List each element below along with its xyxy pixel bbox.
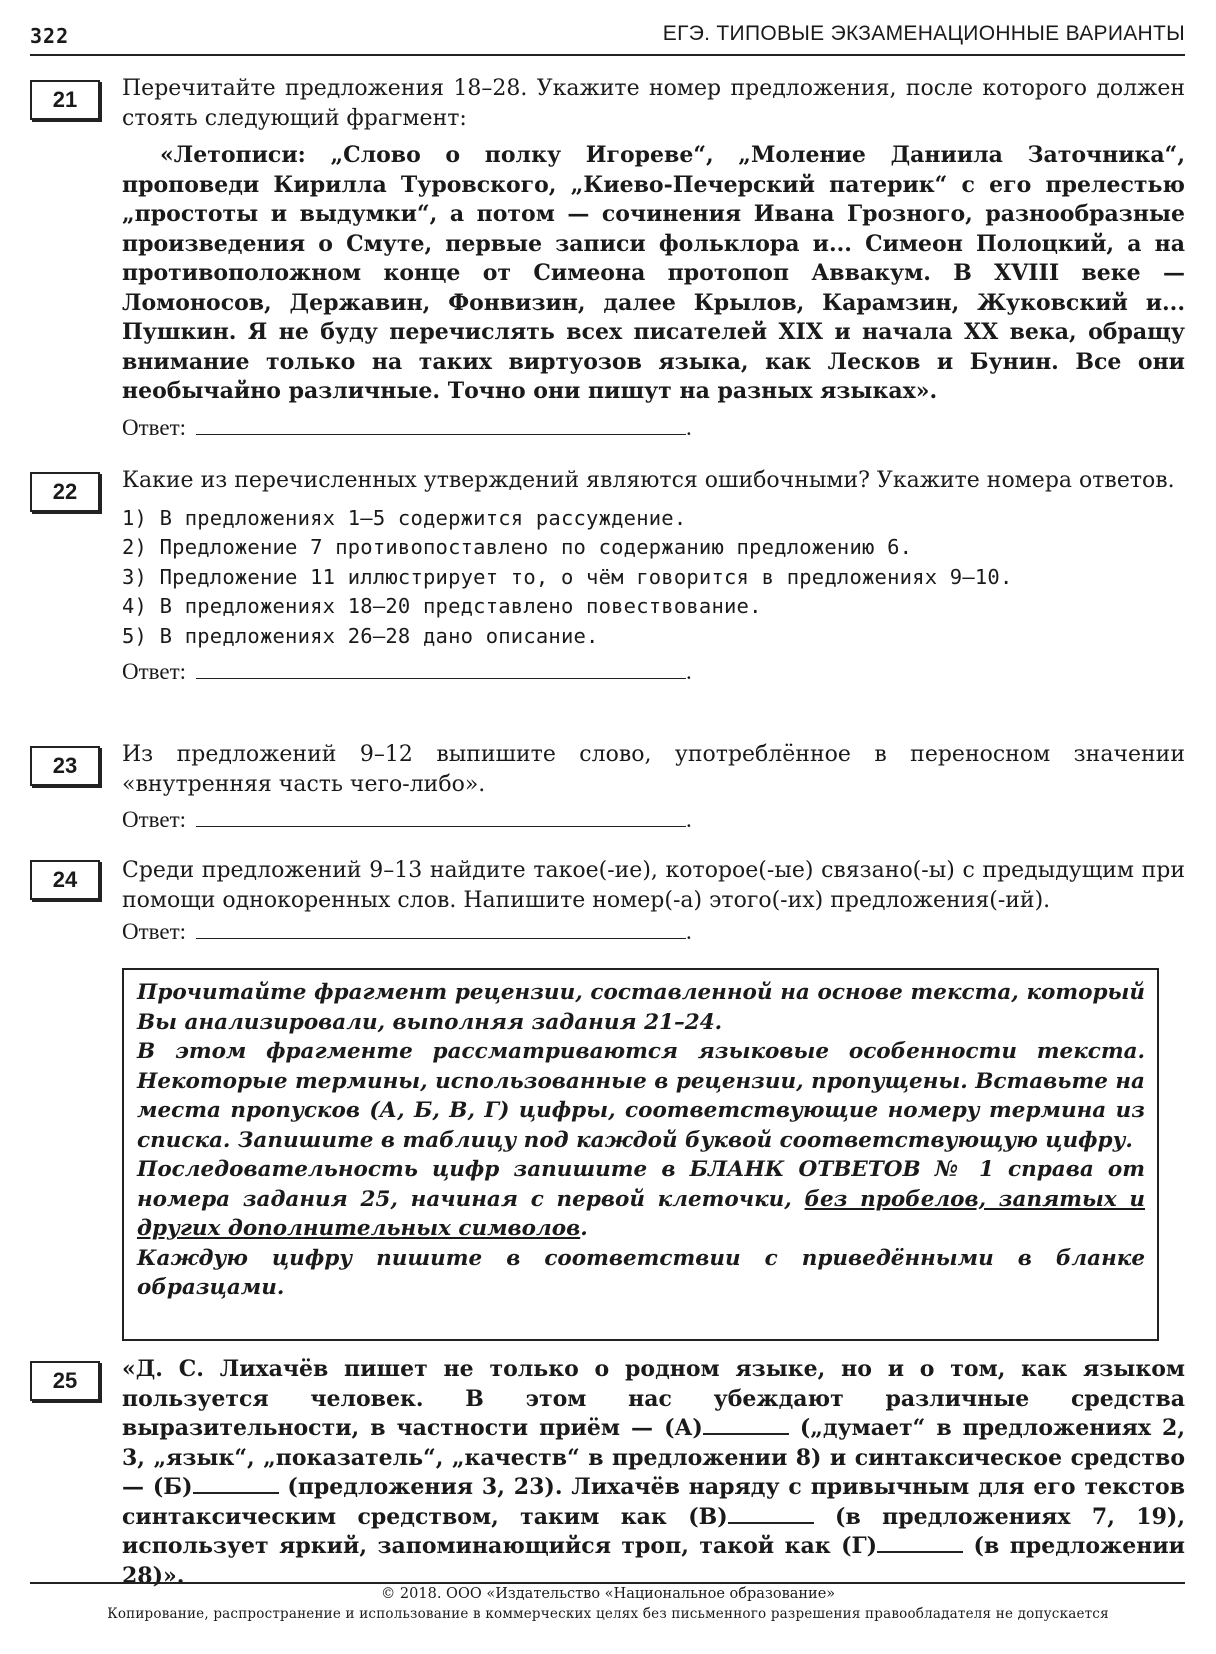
option-item: 5) В предложениях 26–28 дано описание. (122, 623, 599, 648)
task-22-answer (122, 657, 1185, 687)
answer-label: Ответ: (122, 659, 187, 684)
task-number-22: 22 (30, 472, 100, 512)
review-part-e: (в предложении 28)». (122, 1533, 1185, 1589)
footer-rule (30, 1582, 1185, 1584)
answer-line[interactable] (196, 808, 686, 827)
answer-label: Ответ: (122, 414, 187, 440)
instructions-sequence-end: . (580, 1216, 588, 1241)
option-item: 2) Предложение 7 противопоставлено по содержанию предложению 6. (122, 535, 913, 559)
task-24-prompt: Среди предложений 9–13 найдите такое(-ие), которое(-ые) связано(-ы) с предыдущим при помощи однокоренных слов. Напишите номер(-а) этого(-их) предложения(-ий). (122, 858, 1185, 913)
review-part-a: «Д. С. Лихачёв пишет не только о родном языке, но и о том, как языком пользуется человек. В этом нас убеждают различные средства выразительности, в частности приём — (А) (122, 1356, 1185, 1441)
task-22-options (122, 504, 1185, 652)
option-item: 1) В предложениях 1–5 содержится рассуждение. (122, 505, 687, 530)
task-number-24: 24 (30, 860, 100, 900)
task-22-prompt: Какие из перечисленных утверждений являются ошибочными? Укажите номера ответов. (122, 468, 1175, 493)
footer-copyright: © 2018. ООО «Издательство «Национальное образование» (380, 1586, 836, 1602)
answer-line[interactable] (196, 660, 686, 679)
task-23 (30, 740, 1185, 835)
answer-end: . (686, 659, 692, 684)
instructions-underlined: без пробелов, запятых и других дополнительных символов (137, 1186, 1145, 1241)
gap-c[interactable] (728, 1506, 814, 1524)
task-25 (30, 1355, 1185, 1591)
instructions-intro: Прочитайте фрагмент рецензии, составленной на основе текста, который Вы анализировали, выполняя задания 21–24. (137, 980, 1145, 1035)
task-21 (30, 74, 1185, 442)
instructions-box (122, 968, 1159, 1341)
instructions-sequence (137, 1155, 1145, 1244)
option-item: 4) В предложениях 18–20 представлено повествование. (122, 594, 762, 618)
review-part-c: (предложения 3, 23). Лихачёв наряду с привычным для его текстов синтаксическим средством, таким как (В) (122, 1474, 1185, 1530)
answer-label: Ответ: (122, 807, 187, 832)
instructions-terms: В этом фрагменте рассматриваются языковые особенности текста. Некоторые термины, использованные в рецензии, пропущены. Вставьте на места пропусков (А, Б, В, Г) цифры, соответствующие номеру термина из списка. Запишите в таблицу под каждой буквой соответствующую цифру. (137, 1039, 1145, 1153)
option-item: 3) Предложение 11 иллюстрирует то, о чём говорится в предложениях 9–10. (122, 564, 1013, 589)
task-22 (30, 466, 1185, 687)
answer-label: Ответ: (122, 919, 187, 944)
answer-end: . (686, 919, 692, 944)
task-21-prompt: Перечитайте предложения 18–28. Укажите номер предложения, после которого должен стоять следующий фрагмент: (122, 76, 1185, 131)
review-part-b: („думает“ в предложениях 2, 3, „язык“, „показатель“, „качеств“ в предложении 8) и синтаксическое средство — (Б) (122, 1415, 1185, 1500)
header-rule (30, 54, 1185, 56)
gap-d[interactable] (877, 1535, 963, 1553)
task-number-23: 23 (30, 746, 100, 786)
task-23-prompt: Из предложений 9–12 выпишите слово, употреблённое в переносном значении «внутренняя часть чего-либо». (122, 742, 1185, 797)
task-24-answer (122, 917, 1185, 947)
answer-end: . (686, 807, 692, 832)
running-head: ЕГЭ. ТИПОВЫЕ ЭКЗАМЕНАЦИОННЫЕ ВАРИАНТЫ (662, 22, 1185, 45)
task-21-answer (122, 413, 1185, 443)
instructions-sequence-text: Последовательность цифр запишите в БЛАНК ОТВЕТОВ № 1 справа от номера задания 25, начиная с первой клеточки, (137, 1157, 1145, 1212)
answer-end: . (686, 414, 692, 440)
instructions-samples: Каждую цифру пишите в соответствии с приведёнными в бланке образцами. (137, 1245, 1145, 1300)
answer-line[interactable] (196, 920, 686, 939)
footer-warning: Копирование, распространение и использование в коммерческих целях без письменного разрешения правообладателя не допускается (107, 1606, 1109, 1622)
review-part-d: (в предложениях 7, 19), использует яркий, запоминающийся троп, такой как (Г) (122, 1503, 1185, 1559)
task-24 (30, 856, 1185, 947)
page-number: 322 (30, 24, 70, 48)
task-number-21: 21 (30, 80, 100, 120)
task-21-fragment: «Летописи: „Слово о полку Игореве“, „Моление Даниила Заточника“, проповеди Кирилла Туровского, „Киево-Печерский патерик“ с его прелестью „простоты и выдумки“, а потом — сочинения Ивана Грозного, разнообразные произведения о Смуте, первые записи фольклора и... Симеон Полоцкий, а на противоположном конце от Симеона протопоп Аввакум. В XVIII веке — Ломоносов, Державин, Фонвизин, далее Крылов, Карамзин, Жуковский и... Пушкин. Я не буду перечислять всех писателей XIX и начала XX века, обращу внимание только на таких виртуозов языка, как Лесков и Бунин. Все они необычайно различные. Точно они пишут на разных языках». (122, 142, 1185, 404)
answer-line[interactable] (196, 416, 686, 435)
review-fragment (122, 1355, 1185, 1591)
gap-a[interactable] (703, 1417, 789, 1435)
task-23-answer (122, 805, 1185, 835)
gap-b[interactable] (193, 1476, 279, 1494)
task-number-25: 25 (30, 1361, 100, 1401)
